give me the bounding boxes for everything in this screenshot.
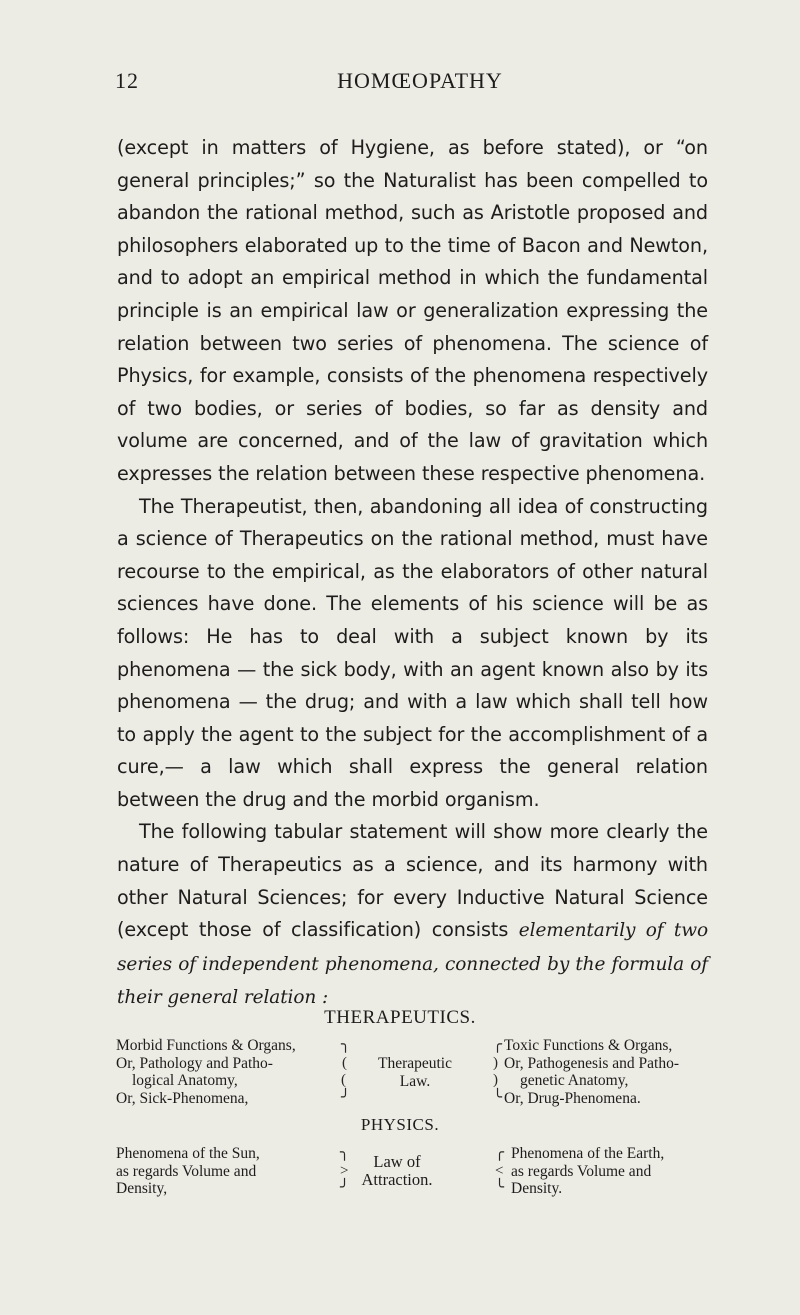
- therapeutics-left-line: Morbid Functions & Organs,: [116, 1037, 296, 1054]
- therapeutics-right-column: [504, 1037, 679, 1107]
- paragraph-3-emphasis: elementarily of two series of independent phenomena, connected by the formula of their general relation :: [117, 920, 708, 1009]
- therapeutics-law-line: Therapeutic: [377, 1055, 452, 1072]
- paragraph-3: [117, 816, 708, 1015]
- paragraph-3-text: The following tabular statement will show more clearly the nature of Therapeutics as a science, and its harmony with other Natural Sciences; for every Inductive Natural Science (except those of classification) consists: [117, 820, 708, 942]
- therapeutics-title: THERAPEUTICS.: [324, 1007, 476, 1028]
- physics-right-brace: ╭ < ╰: [495, 1145, 505, 1196]
- page-header: [0, 68, 800, 98]
- physics-right-line: Phenomena of the Earth,: [511, 1145, 665, 1162]
- therapeutics-left-column: [116, 1037, 296, 1107]
- therapeutics-left-brace: ╮ ( ( ╯: [341, 1037, 351, 1106]
- therapeutics-law-line: Law.: [399, 1072, 431, 1090]
- physics-center: [352, 1153, 442, 1188]
- physics-left-line: as regards Volume and: [116, 1162, 257, 1180]
- physics-right-column: [511, 1145, 664, 1198]
- body-text: [117, 132, 708, 1015]
- therapeutics-left-line: Or, Pathology and Patho-: [116, 1054, 273, 1072]
- physics-left-line: Phenomena of the Sun,: [116, 1145, 260, 1162]
- therapeutics-right-line: Or, Drug-Phenomena.: [504, 1089, 641, 1107]
- physics-left-line: Density,: [116, 1180, 168, 1197]
- physics-law-line: Law of: [373, 1152, 421, 1171]
- physics-left-brace: ╮ > ╯: [340, 1145, 350, 1196]
- therapeutics-center: [369, 1055, 461, 1090]
- therapeutics-left-line: Or, Sick-Phenomena,: [116, 1089, 249, 1107]
- therapeutics-right-line: Toxic Functions & Organs,: [504, 1037, 673, 1054]
- physics-right-line: as regards Volume and: [511, 1162, 652, 1180]
- therapeutics-right-line: genetic Anatomy,: [520, 1072, 629, 1089]
- therapeutics-left-line: logical Anatomy,: [132, 1072, 238, 1089]
- physics-title: PHYSICS.: [360, 1115, 440, 1134]
- physics-law-line: Attraction.: [361, 1169, 433, 1189]
- paragraph-1: (except in matters of Hygiene, as before stated), or “on general principles;” so the Naturalist has been compelled to abandon the rational method, such as Aristotle proposed and philosophers elaborated up to the time of Bacon and Newton, and to adopt an empirical method in which the fundamental principle is an empirical law or generalization expressing the relation between two series of phenomena. The science of Physics, for example, consists of the phenomena respectively of two bodies, or series of bodies, so far as density and volume are concerned, and of the law of gravitation which expresses the relation between these respective phenomena.: [117, 136, 708, 485]
- paragraph-2: The Therapeutist, then, abandoning all idea of constructing a science of Therapeutics on the rational method, must have recourse to the empirical, as the elaborators of other natural sciences have done. The elements of his science will be as follows: He has to deal with a subject known by its phenomena — the sick body, with an agent known also by its phenomena — the drug; and with a law which shall tell how to apply the agent to the subject for the accomplishment of a cure,— a law which shall express the general relation between the drug and the morbid organism.: [117, 494, 708, 811]
- therapeutics-right-brace: ╭ ) ) ╰: [493, 1037, 503, 1106]
- physics-right-line: Density.: [511, 1180, 563, 1197]
- page-number: 12: [115, 68, 139, 93]
- physics-left-column: [116, 1145, 260, 1198]
- running-head: HOMŒOPATHY: [337, 68, 503, 93]
- therapeutics-right-line: Or, Pathogenesis and Patho-: [504, 1054, 680, 1072]
